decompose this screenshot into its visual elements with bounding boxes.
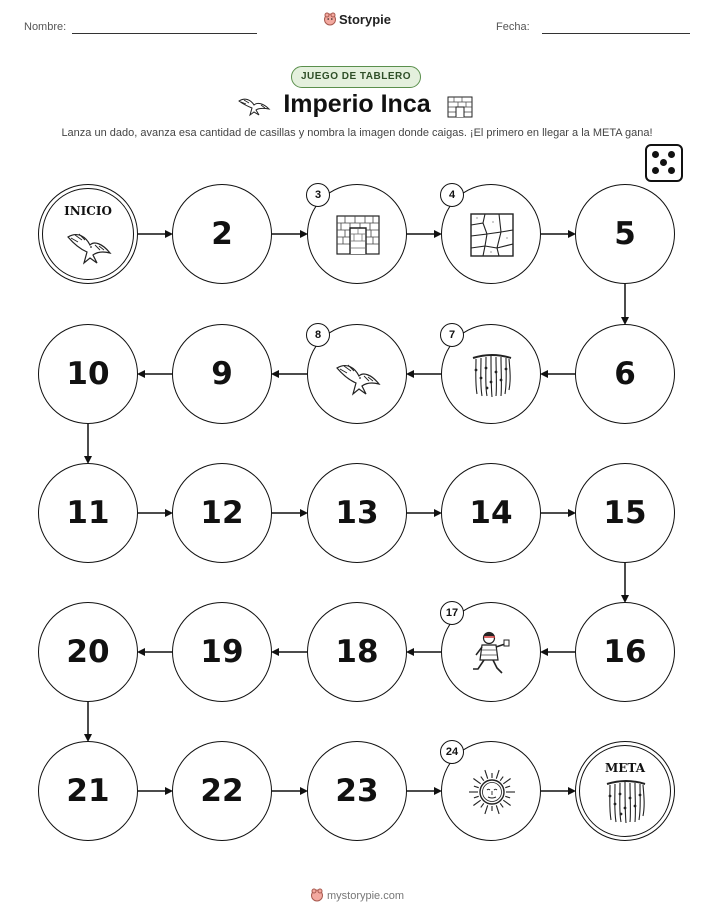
condor-icon bbox=[333, 350, 383, 400]
board-square-7 bbox=[441, 324, 541, 424]
stone-wall-icon bbox=[467, 210, 517, 260]
instructions: Lanza un dado, avanza esa cantidad de casillas y nombra la imagen donde caigas. ¡El primero en llegar a la META gana! bbox=[61, 127, 653, 139]
board-square-12 bbox=[172, 463, 272, 563]
board-square-23 bbox=[307, 741, 407, 841]
square-number: 12 bbox=[200, 495, 244, 531]
square-number-badge: 17 bbox=[440, 601, 464, 625]
square-number: 2 bbox=[211, 216, 233, 252]
square-number: 9 bbox=[211, 356, 233, 392]
square-number-badge: 4 bbox=[440, 183, 464, 207]
square-number: 14 bbox=[469, 495, 513, 531]
square-number: 11 bbox=[66, 495, 110, 531]
square-number: 6 bbox=[614, 356, 636, 392]
square-number: 23 bbox=[335, 773, 379, 809]
stone-doorway-icon bbox=[333, 210, 383, 260]
board-square-19 bbox=[172, 602, 272, 702]
sun-inti-icon bbox=[467, 767, 517, 817]
square-number-badge: 7 bbox=[440, 323, 464, 347]
board-square-9 bbox=[172, 324, 272, 424]
board-square-17 bbox=[441, 602, 541, 702]
board-square-13 bbox=[307, 463, 407, 563]
board-square-15 bbox=[575, 463, 675, 563]
board-square-24 bbox=[441, 741, 541, 841]
square-number: 22 bbox=[200, 773, 244, 809]
condor-icon bbox=[64, 219, 114, 269]
square-number: 20 bbox=[66, 634, 110, 670]
storypie-mascot-icon bbox=[310, 888, 324, 902]
name-label: Nombre: bbox=[24, 21, 67, 33]
square-number: 19 bbox=[200, 634, 244, 670]
brand-name: Storypie bbox=[338, 12, 391, 27]
date-label: Fecha: bbox=[496, 21, 530, 33]
board-square-16 bbox=[575, 602, 675, 702]
board-square-20 bbox=[38, 602, 138, 702]
footer-url[interactable]: mystorypie.com bbox=[326, 890, 405, 902]
board-square-14 bbox=[441, 463, 541, 563]
finish-label: META bbox=[604, 761, 645, 775]
chasqui-runner-icon bbox=[467, 628, 517, 678]
board-square-3 bbox=[307, 184, 407, 284]
board-square-5 bbox=[575, 184, 675, 284]
square-number: 21 bbox=[66, 773, 110, 809]
board-square-10 bbox=[38, 324, 138, 424]
start-label: INICIO bbox=[64, 204, 112, 218]
board-square-22 bbox=[172, 741, 272, 841]
board-square-2 bbox=[172, 184, 272, 284]
finish-square bbox=[575, 741, 675, 841]
board-square-8 bbox=[307, 324, 407, 424]
board-square-18 bbox=[307, 602, 407, 702]
board-square-4 bbox=[441, 184, 541, 284]
board-square-21 bbox=[38, 741, 138, 841]
quipu-icon bbox=[601, 776, 651, 826]
square-number-badge: 3 bbox=[306, 183, 330, 207]
square-number: 16 bbox=[603, 634, 647, 670]
page-title: Imperio Inca bbox=[283, 90, 431, 118]
square-number-badge: 24 bbox=[440, 740, 464, 764]
square-number: 5 bbox=[614, 216, 636, 252]
quipu-icon bbox=[467, 350, 517, 400]
footer bbox=[0, 888, 714, 902]
square-number: 15 bbox=[603, 495, 647, 531]
board-square-11 bbox=[38, 463, 138, 563]
board-square-6 bbox=[575, 324, 675, 424]
start-square bbox=[38, 184, 138, 284]
square-number: 10 bbox=[66, 356, 110, 392]
square-number: 18 bbox=[335, 634, 379, 670]
square-number-badge: 8 bbox=[306, 323, 330, 347]
game-type-badge: JUEGO DE TABLERO bbox=[291, 66, 421, 88]
square-number: 13 bbox=[335, 495, 379, 531]
